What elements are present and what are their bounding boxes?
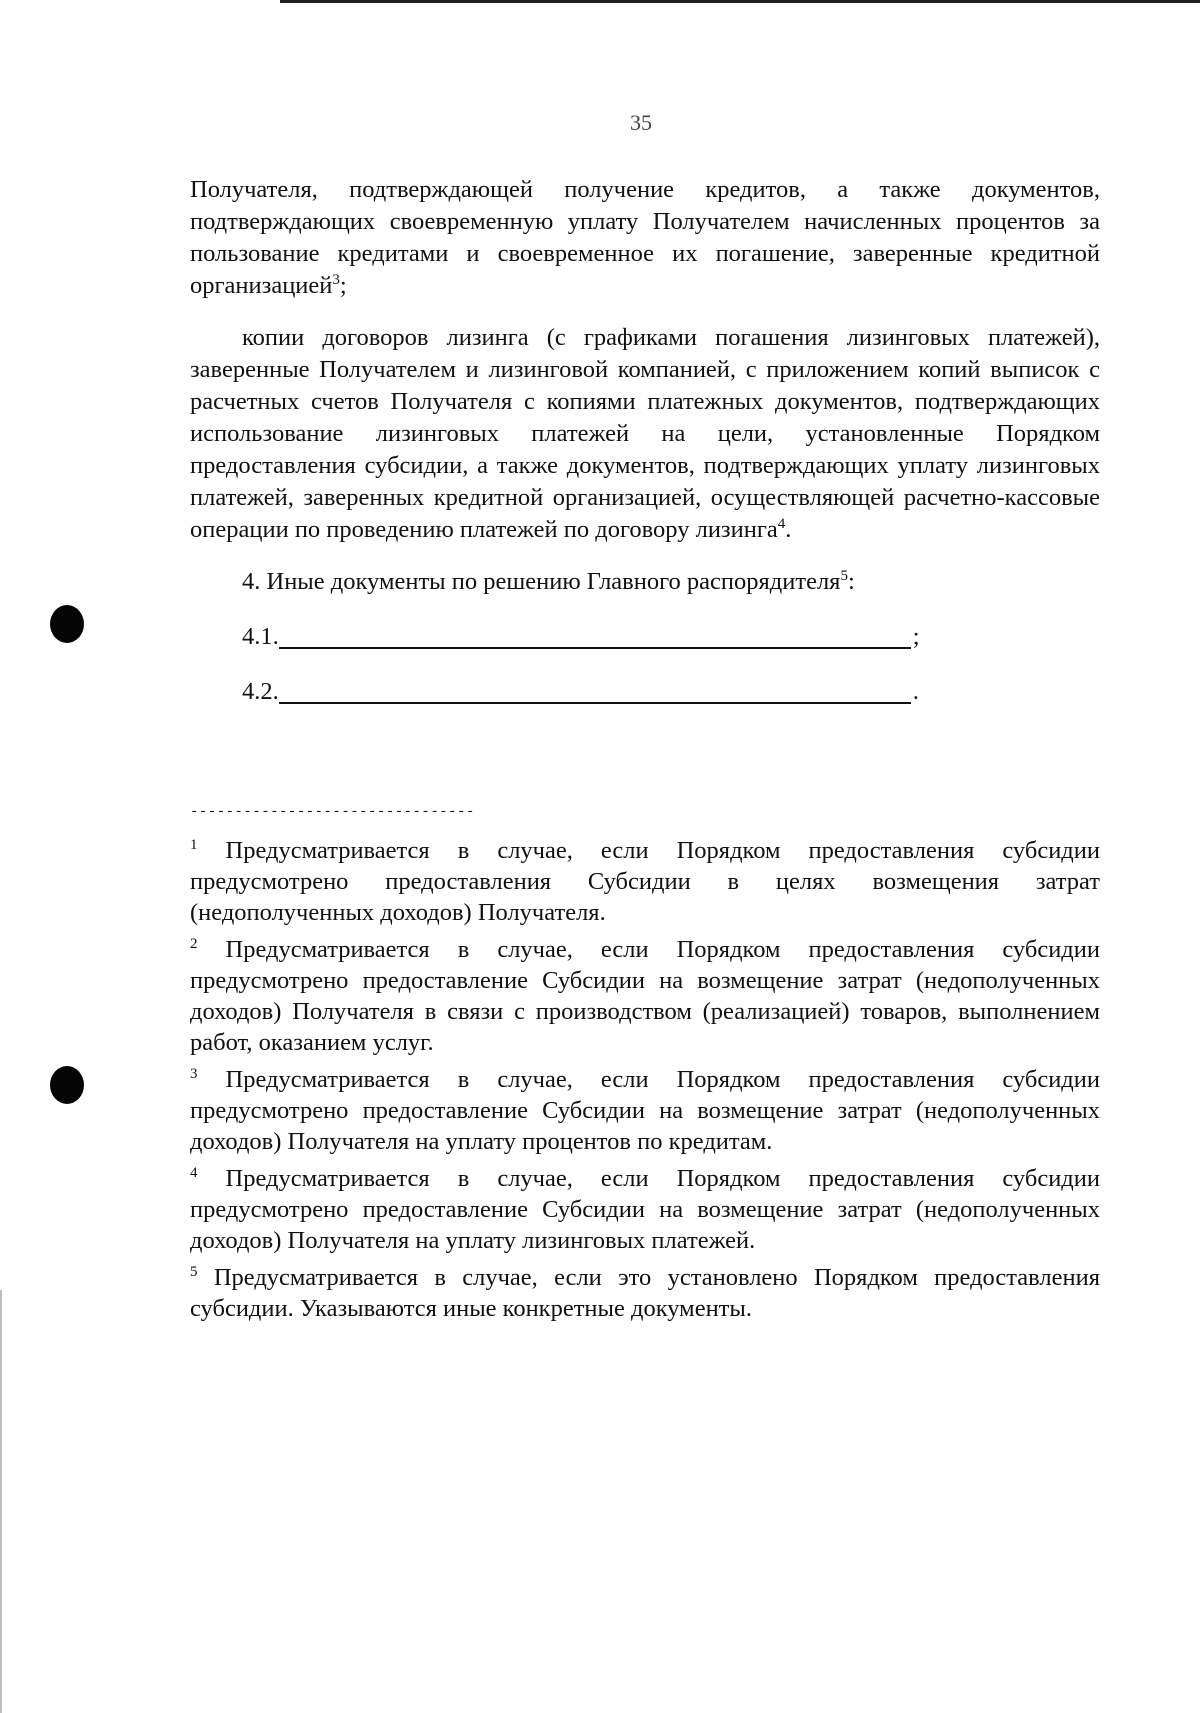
top-border-line: [280, 0, 1200, 3]
fill-line-end: ;: [912, 623, 920, 650]
item-punct: :: [847, 568, 855, 595]
paragraph-text: копии договоров лизинга (с графиками погашения лизинговых платежей), заверенные Получателем и лизинговой компанией, с приложением копий выписок с расчетных счетов Получателя с копиями платежных документов, подтверждающих использование лизинговых платежей на цели, установленные Порядком предоставления субсидии, а также документов, подтверждающих уплату лизинговых платежей, заверенных кредитной организацией, осуществляющей расчетно-кассовые операции по проведению платежей по договору лизинга: [190, 324, 1100, 543]
footnote-ref: 4: [777, 515, 786, 532]
scan-edge-line: [0, 1290, 2, 1713]
footnote-number: 3: [190, 1065, 198, 1082]
footnote-number: 5: [190, 1263, 198, 1280]
item-text: 4. Иные документы по решению Главного распорядителя: [242, 568, 841, 595]
footnote-1: [190, 835, 1100, 928]
paragraph-punct: ;: [339, 272, 347, 299]
footnote-separator: --------------------------------: [190, 804, 475, 820]
item-4-other-documents: [190, 566, 1100, 598]
footnote-5: [190, 1262, 1100, 1324]
blank-underline: [279, 676, 911, 704]
footnote-3: [190, 1064, 1100, 1157]
footnote-text: Предусматривается в случае, если Порядком предоставления субсидии предусмотрено предоставление Субсидии на возмещение затрат (недополученных доходов) Получателя на уплату лизинговых платежей.: [190, 1165, 1100, 1254]
footnote-text: Предусматривается в случае, если это установлено Порядком предоставления субсидии. Указываются иные конкретные документы.: [190, 1264, 1101, 1322]
fill-line-4-1: [190, 621, 1100, 653]
footnote-text: Предусматривается в случае, если Порядком предоставления субсидии предусмотрено предоставление Субсидии на возмещение затрат (недополученных доходов) Получателя на уплату процентов по кредитам.: [190, 1066, 1100, 1155]
footnote-number: 2: [190, 935, 198, 952]
fill-line-label: 4.1.: [242, 623, 279, 650]
footnote-ref: 3: [332, 271, 340, 288]
page-number: 35: [630, 110, 652, 135]
footnote-text: Предусматривается в случае, если Порядком предоставления субсидии предусмотрено предоставления Субсидии в целях возмещения затрат (недополученных доходов) Получателя.: [190, 837, 1100, 926]
fill-line-end: .: [912, 678, 919, 705]
punch-hole-mark: [50, 1066, 84, 1104]
footnote-ref: 5: [840, 567, 848, 584]
footnotes-section: [190, 805, 1100, 1330]
footnote-text: Предусматривается в случае, если Порядком предоставления субсидии предусмотрено предоставление Субсидии на возмещение затрат (недополученных доходов) Получателя в связи с производством (реализацией) товаров, выполнением работ, оказанием услуг.: [190, 936, 1100, 1056]
footnote-number: 1: [190, 836, 198, 853]
fill-line-label: 4.2.: [242, 678, 279, 705]
paragraph-credit-documents: [190, 174, 1100, 302]
paragraph-punct: .: [785, 516, 792, 543]
paragraph-leasing-copies: [190, 322, 1100, 546]
punch-hole-mark: [50, 605, 84, 643]
footnote-2: [190, 934, 1100, 1058]
footnote-4: [190, 1163, 1100, 1256]
paragraph-text: Получателя, подтверждающей получение кредитов, а также документов, подтверждающих своевременную уплату Получателем начисленных процентов за пользование кредитами и своевременное их погашение, заверенные кредитной организацией: [190, 176, 1100, 299]
fill-line-4-2: [190, 676, 1100, 708]
blank-underline: [279, 621, 911, 649]
document-body: [190, 174, 1100, 708]
footnote-number: 4: [190, 1164, 198, 1181]
